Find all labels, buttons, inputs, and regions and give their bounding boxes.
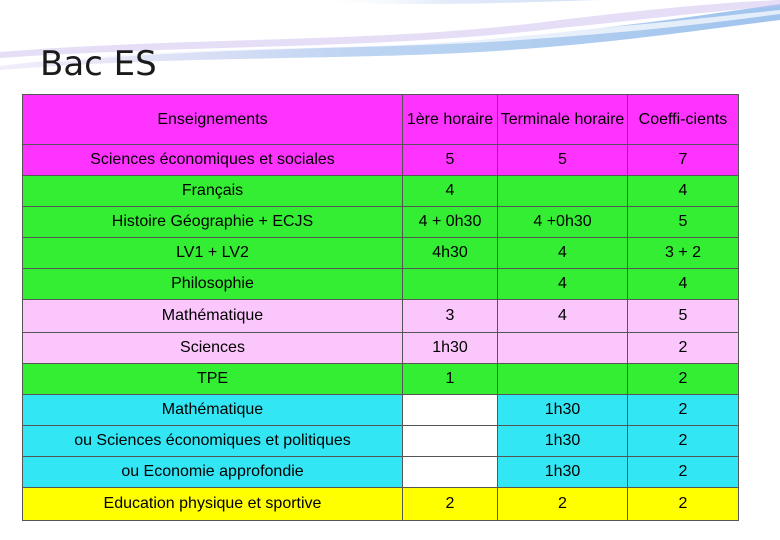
cell-coeff: 2 (628, 395, 739, 426)
table-row (23, 395, 739, 426)
table-header-row (23, 95, 739, 145)
cell-subject: TPE (23, 364, 403, 395)
cell-coeff: 2 (628, 426, 739, 457)
cell-coeff: 5 (628, 300, 739, 333)
table-row (23, 426, 739, 457)
table-row (23, 238, 739, 269)
cell-terminale: 4 (498, 300, 628, 333)
cell-subject: Education physique et sportive (23, 488, 403, 521)
cell-first: 4 + 0h30 (403, 207, 498, 238)
cell-terminale: 4 (498, 269, 628, 300)
cell-coeff: 2 (628, 488, 739, 521)
cell-terminale (498, 176, 628, 207)
cell-subject: ou Economie approfondie (23, 457, 403, 488)
header-coeff: Coeffi-cients (628, 95, 739, 145)
cell-subject: ou Sciences économiques et politiques (23, 426, 403, 457)
cell-first: 5 (403, 145, 498, 176)
cell-terminale: 4 +0h30 (498, 207, 628, 238)
cell-coeff: 4 (628, 176, 739, 207)
table-row (23, 488, 739, 521)
table-row (23, 269, 739, 300)
table-row (23, 364, 739, 395)
cell-first (403, 269, 498, 300)
cell-subject: Histoire Géographie + ECJS (23, 207, 403, 238)
cell-subject: Philosophie (23, 269, 403, 300)
table-row (23, 333, 739, 364)
cell-first (403, 395, 498, 426)
cell-first: 2 (403, 488, 498, 521)
cell-terminale: 1h30 (498, 395, 628, 426)
cell-coeff: 5 (628, 207, 739, 238)
cell-coeff: 3 + 2 (628, 238, 739, 269)
cell-subject: Sciences (23, 333, 403, 364)
table-row (23, 457, 739, 488)
cell-terminale: 1h30 (498, 426, 628, 457)
cell-first: 3 (403, 300, 498, 333)
table-row (23, 145, 739, 176)
cell-subject: Français (23, 176, 403, 207)
cell-first (403, 457, 498, 488)
bac-es-table (22, 94, 739, 521)
cell-terminale: 1h30 (498, 457, 628, 488)
cell-first: 4 (403, 176, 498, 207)
cell-coeff: 7 (628, 145, 739, 176)
cell-coeff: 2 (628, 457, 739, 488)
cell-terminale: 5 (498, 145, 628, 176)
cell-first: 1 (403, 364, 498, 395)
cell-subject: LV1 + LV2 (23, 238, 403, 269)
cell-terminale (498, 333, 628, 364)
cell-first: 4h30 (403, 238, 498, 269)
cell-subject: Mathématique (23, 300, 403, 333)
header-subject: Enseignements (23, 95, 403, 145)
cell-terminale: 4 (498, 238, 628, 269)
table-row (23, 176, 739, 207)
cell-terminale (498, 364, 628, 395)
cell-coeff: 2 (628, 364, 739, 395)
header-terminale: Terminale horaire (498, 95, 628, 145)
table-row (23, 300, 739, 333)
table-row (23, 207, 739, 238)
cell-subject: Mathématique (23, 395, 403, 426)
slide-title: Bac ES (40, 44, 157, 84)
header-first: 1ère horaire (403, 95, 498, 145)
cell-terminale: 2 (498, 488, 628, 521)
cell-first (403, 426, 498, 457)
cell-subject: Sciences économiques et sociales (23, 145, 403, 176)
cell-coeff: 4 (628, 269, 739, 300)
cell-coeff: 2 (628, 333, 739, 364)
cell-first: 1h30 (403, 333, 498, 364)
